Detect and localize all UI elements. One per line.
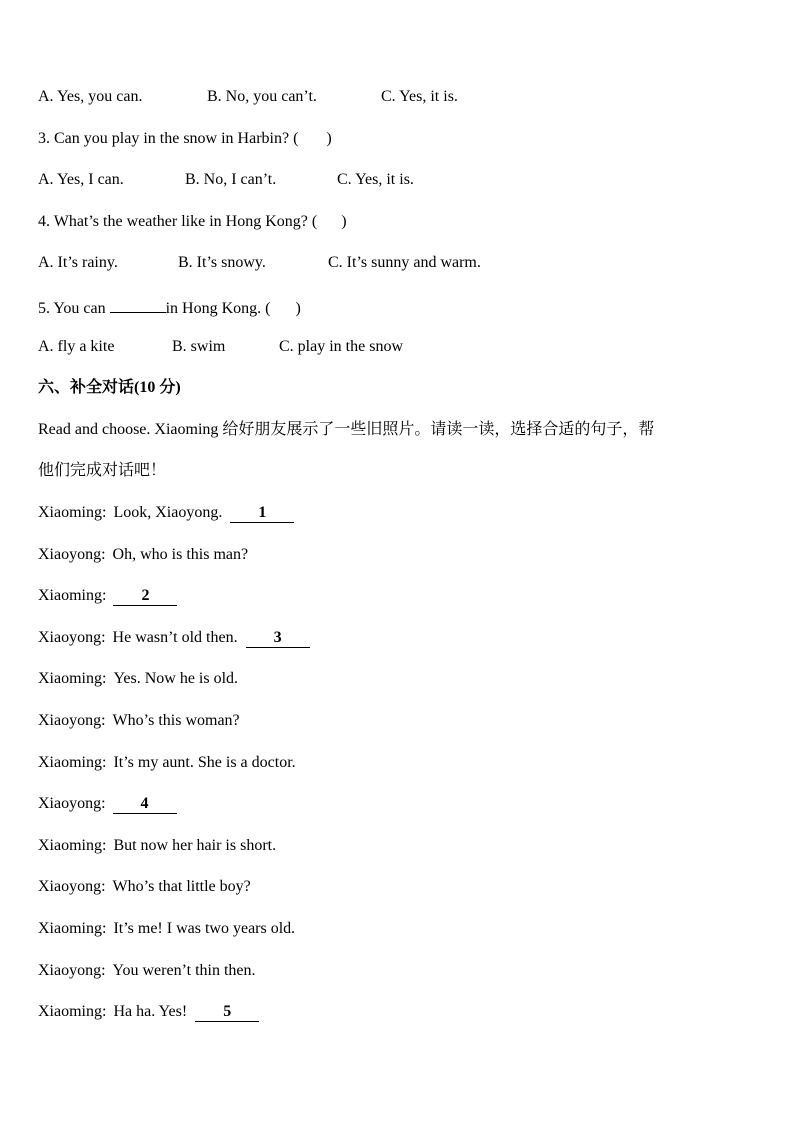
dialogue-line xyxy=(38,794,177,814)
q3-option-a: A. Yes, I can. xyxy=(38,171,124,188)
q2-option-c: C. Yes, it is. xyxy=(381,88,458,105)
speaker: Xiaoyong: xyxy=(38,962,106,979)
q3-close: ) xyxy=(326,130,332,147)
q5-option-b: B. swim xyxy=(172,338,226,355)
question-4 xyxy=(38,212,347,232)
speaker: Xiaoming: xyxy=(38,1003,107,1020)
q3-option-b: B. No, I can’t. xyxy=(185,171,277,188)
dialogue-text: Ha ha. Yes! xyxy=(113,1003,188,1020)
q5-fill-blank[interactable] xyxy=(110,295,166,313)
dialogue-text: Oh, who is this man? xyxy=(112,546,249,563)
dialogue-text: You weren’t thin then. xyxy=(112,962,256,979)
dialogue-text: It’s me! I was two years old. xyxy=(113,920,296,937)
dialogue-line xyxy=(38,753,296,773)
q3-option-c: C. Yes, it is. xyxy=(337,171,414,188)
dialogue-blank[interactable]: 1 xyxy=(230,505,294,523)
dialogue-blank[interactable]: 5 xyxy=(195,1004,259,1022)
speaker: Xiaoyong: xyxy=(38,546,106,563)
q5-close: ) xyxy=(295,300,301,317)
question-5 xyxy=(38,295,301,319)
speaker: Xiaoming: xyxy=(38,754,107,771)
q2-options xyxy=(38,87,458,107)
speaker: Xiaoming: xyxy=(38,504,107,521)
section-6-instruction-line1: Read and choose. Xiaoming 给好朋友展示了一些旧照片。请读一读，选择合适的句子，帮 xyxy=(38,421,655,438)
q4-option-b: B. It’s snowy. xyxy=(178,254,266,271)
speaker: Xiaoyong: xyxy=(38,629,106,646)
speaker: Xiaoyong: xyxy=(38,878,106,895)
q4-options xyxy=(38,253,481,273)
dialogue-text: It’s my aunt. She is a doctor. xyxy=(113,754,296,771)
speaker: Xiaoyong: xyxy=(38,795,106,812)
question-3 xyxy=(38,129,332,149)
dialogue-line xyxy=(38,545,248,565)
section-6-instruction-line2: 他们完成对话吧！ xyxy=(38,462,167,479)
speaker: Xiaoming: xyxy=(38,670,107,687)
dialogue-line xyxy=(38,669,238,689)
speaker: Xiaoming: xyxy=(38,587,107,604)
q5-options xyxy=(38,337,403,357)
q5-pre: 5. You can xyxy=(38,300,110,317)
q5-post: in Hong Kong. ( xyxy=(165,300,271,317)
q2-option-b: B. No, you can’t. xyxy=(207,88,317,105)
section-6-heading: 六、补全对话(10 分) xyxy=(38,379,181,396)
q3-options xyxy=(38,170,414,190)
dialogue-blank[interactable]: 4 xyxy=(113,796,177,814)
dialogue-text: Who’s this woman? xyxy=(112,712,240,729)
dialogue-line xyxy=(38,628,310,648)
q5-option-a: A. fly a kite xyxy=(38,338,115,355)
speaker: Xiaoming: xyxy=(38,920,107,937)
q5-option-c: C. play in the snow xyxy=(279,338,403,355)
speaker: Xiaoyong: xyxy=(38,712,106,729)
dialogue-line xyxy=(38,877,251,897)
dialogue-line xyxy=(38,711,240,731)
dialogue-blank[interactable]: 3 xyxy=(246,630,310,648)
dialogue-blank[interactable]: 2 xyxy=(113,588,177,606)
dialogue-line xyxy=(38,586,177,606)
q4-option-c: C. It’s sunny and warm. xyxy=(328,254,481,271)
dialogue-line xyxy=(38,961,256,981)
dialogue-line xyxy=(38,1002,259,1022)
speaker: Xiaoming: xyxy=(38,837,107,854)
dialogue-text: Who’s that little boy? xyxy=(112,878,251,895)
q2-option-a: A. Yes, you can. xyxy=(38,88,143,105)
dialogue-text: Look, Xiaoyong. xyxy=(113,504,223,521)
q4-option-a: A. It’s rainy. xyxy=(38,254,118,271)
dialogue-text: He wasn’t old then. xyxy=(112,629,238,646)
dialogue-line xyxy=(38,503,294,523)
dialogue-line xyxy=(38,919,295,939)
dialogue-text: But now her hair is short. xyxy=(113,837,277,854)
dialogue-text: Yes. Now he is old. xyxy=(113,670,239,687)
q3-stem: 3. Can you play in the snow in Harbin? ( xyxy=(38,130,299,147)
q4-close: ) xyxy=(341,213,347,230)
dialogue-line xyxy=(38,836,276,856)
q4-stem: 4. What’s the weather like in Hong Kong? ( xyxy=(38,213,318,230)
